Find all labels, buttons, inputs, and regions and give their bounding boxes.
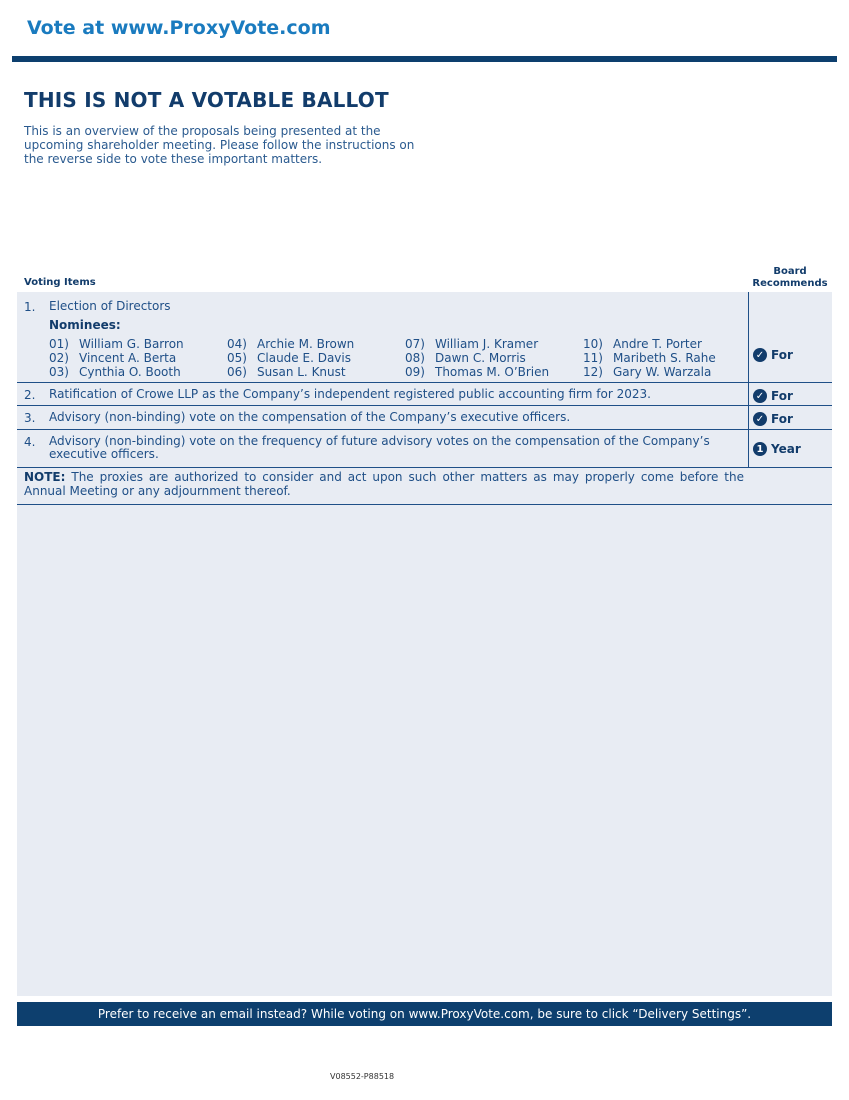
check-circle-icon: ✓ — [753, 348, 767, 362]
item-4-recommendation: 1 Year — [753, 442, 801, 456]
nominee: 11) Maribeth S. Rahe — [583, 351, 716, 365]
page-title: THIS IS NOT A VOTABLE BALLOT — [24, 88, 389, 112]
row-divider — [17, 382, 832, 383]
board-recommends-header — [750, 266, 830, 290]
document-code: V08552-P88518 — [330, 1072, 395, 1081]
nominee: 09) Thomas M. O’Brien — [405, 365, 550, 379]
nominees-label: Nominees: — [49, 318, 121, 332]
nominee: 03) Cynthia O. Booth — [49, 365, 181, 379]
note-label: NOTE: — [24, 470, 66, 484]
check-circle-icon: ✓ — [753, 412, 767, 426]
nominee: 12) Gary W. Warzala — [583, 365, 712, 379]
check-circle-icon: ✓ — [753, 389, 767, 403]
nominee: 10) Andre T. Porter — [583, 337, 702, 351]
row-divider — [17, 405, 832, 406]
row-divider — [17, 504, 832, 505]
number-one-icon: 1 — [753, 442, 767, 456]
nominee: 08) Dawn C. Morris — [405, 351, 526, 365]
row-divider — [17, 429, 832, 430]
board-header-line2: Recommends — [752, 278, 828, 289]
row-divider — [17, 467, 832, 468]
item-3-text: Advisory (non-binding) vote on the compensation of the Company’s executive officers. — [49, 410, 571, 424]
banner-text: Prefer to receive an email instead? While voting on www.ProxyVote.com, be sure to click “Delivery Settings”. — [97, 1007, 752, 1021]
proxyvote-link[interactable]: Vote at www.ProxyVote.com — [27, 17, 331, 39]
item-2-recommendation: ✓ For — [753, 389, 793, 403]
delivery-settings-banner — [17, 1002, 832, 1026]
nominee: 05) Claude E. Davis — [227, 351, 351, 365]
item-2-text: Ratification of Crowe LLP as the Company’s independent registered public accounting firm for 2023. — [49, 387, 651, 401]
intro-text: This is an overview of the proposals being presented at the upcoming shareholder meeting. Please follow the instructions on the reverse side to vote these important matters. — [24, 124, 415, 166]
item-1-text: Election of Directors — [49, 299, 171, 313]
nominee: 01) William G. Barron — [49, 337, 184, 351]
column-divider — [748, 292, 749, 468]
note — [24, 470, 744, 498]
voting-items-header: Voting Items — [24, 277, 96, 288]
item-4-number: 4. — [24, 435, 36, 449]
item-1-number: 1. — [24, 300, 36, 314]
board-header-line1: Board — [773, 266, 807, 277]
nominee: 06) Susan L. Knust — [227, 365, 346, 379]
nominee: 07) William J. Kramer — [405, 337, 539, 351]
item-3-number: 3. — [24, 411, 36, 425]
top-rule — [12, 56, 837, 62]
item-4-text: Advisory (non-binding) vote on the frequency of future advisory votes on the compensation of the Company’s executive officers. — [49, 434, 710, 461]
item-3-recommendation: ✓ For — [753, 412, 793, 426]
nominee: 02) Vincent A. Berta — [49, 351, 177, 365]
item-1-recommendation: ✓ For — [753, 348, 793, 362]
item-2-number: 2. — [24, 388, 36, 402]
nominee: 04) Archie M. Brown — [227, 337, 355, 351]
note-text: The proxies are authorized to consider and act upon such other matters as may properly come before the Annual Meeting or any adjournment thereof. — [24, 470, 744, 498]
